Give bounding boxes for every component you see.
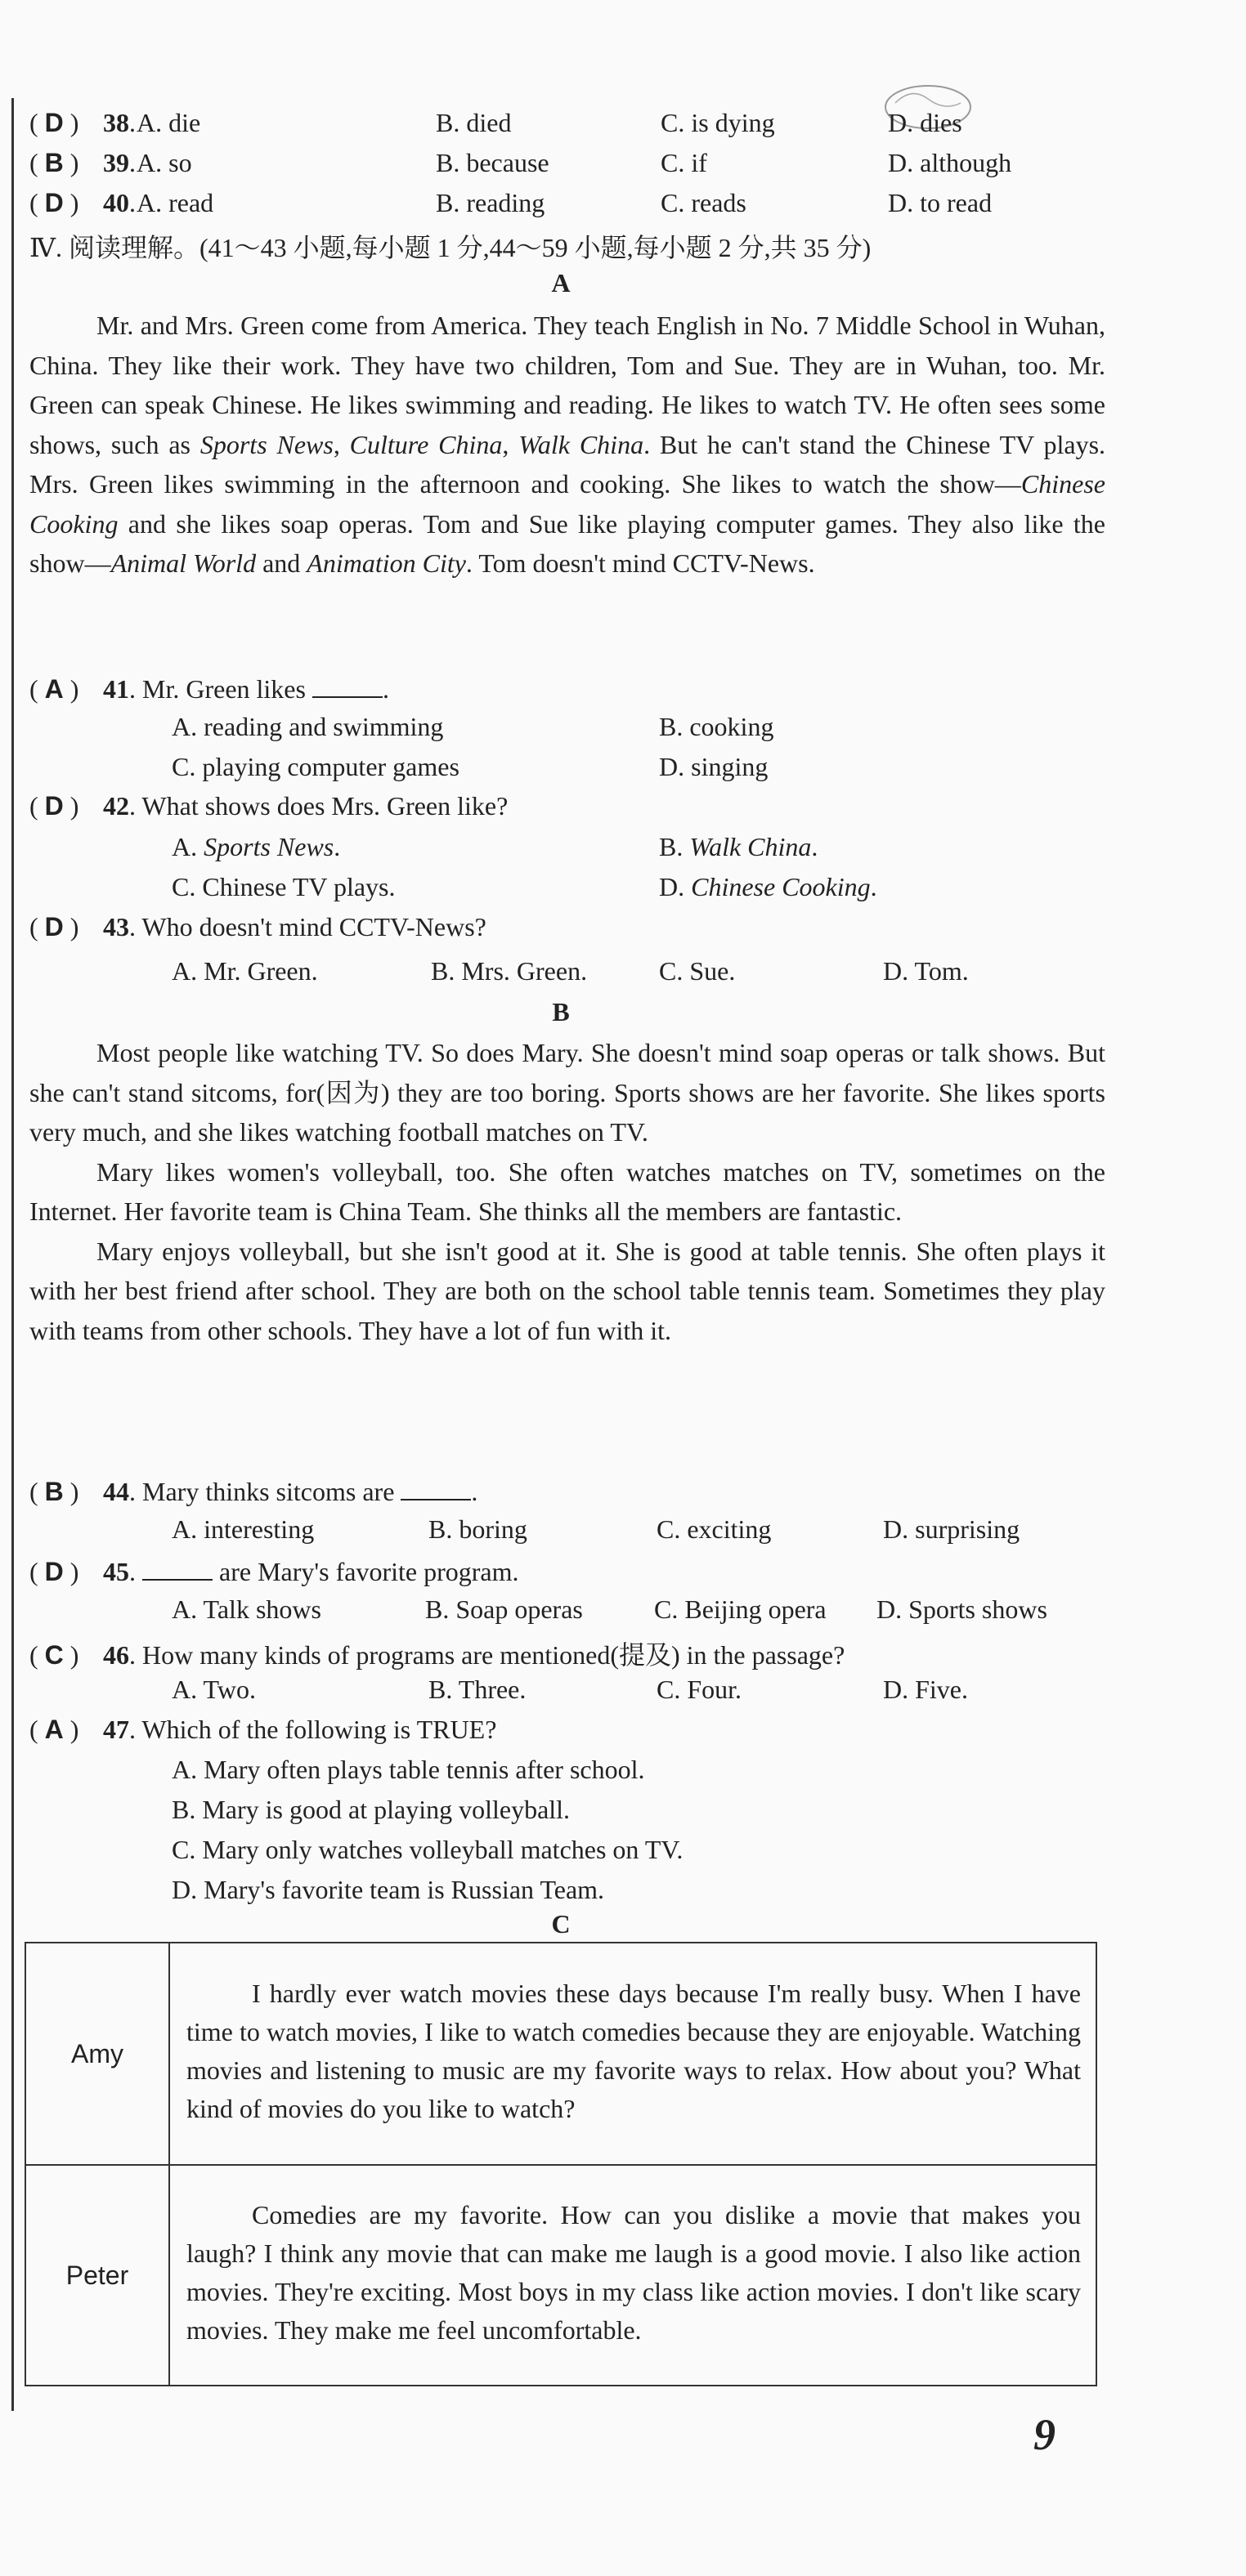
question-43: ( D ) 43. Who doesn't mind CCTV-News? [29, 912, 486, 941]
option-c: C. Sue. [659, 956, 736, 986]
speaker-name: Peter [25, 2165, 169, 2386]
question-42: ( D ) 42. What shows does Mrs. Green like? [29, 791, 509, 821]
passage-c-letter: C [551, 1909, 571, 1939]
question-39: ( B ) 39. [29, 148, 136, 177]
option-b: B. died [436, 108, 512, 137]
section-title: Ⅳ. 阅读理解。(41～43 小题,每小题 1 分,44～59 小题,每小题 2 分,共 35 分) [29, 233, 872, 262]
answer: C [44, 1640, 64, 1670]
option-b: B. Soap operas [425, 1594, 583, 1624]
answer: D [44, 791, 64, 821]
option-a: A. read [137, 188, 214, 217]
option-a: A. Mr. Green. [172, 956, 318, 986]
option-d: D. Tom. [883, 956, 969, 986]
option-b: B. Mary is good at playing volleyball. [172, 1795, 571, 1824]
answer-blank [312, 672, 383, 698]
option-b: B. Three. [428, 1675, 527, 1704]
question-47: ( A ) 47. Which of the following is TRUE? [29, 1715, 497, 1744]
question-40: ( D ) 40. [29, 188, 136, 217]
answer: B [44, 1477, 64, 1506]
option-b: B. Mrs. Green. [431, 956, 588, 986]
option-c: C. is dying [661, 108, 775, 137]
answer: D [44, 912, 64, 941]
passage-a: Mr. and Mrs. Green come from America. They teach English in No. 7 Middle School in Wuhan, China. They like their work. They have two children, Tom and Sue. They are in Wuhan, too. Mr. Green can speak Chinese. He likes swimming and reading. He likes to watch TV. He often sees some shows, such as Sports News, Culture China, Walk China. But he can't stand the Chinese TV plays. Mrs. Green likes swimming in the afternoon and cooking. She likes to watch the show—Chinese Cooking and she likes soap operas. Tom and Sue like playing computer games. They also like the show—Animal World and Animation City. Tom doesn't mind CCTV-News. [29, 311, 1106, 578]
option-d: D. although [888, 148, 1012, 177]
option-a: A. Two. [172, 1675, 256, 1704]
answer-blank [401, 1474, 471, 1500]
passage-b-letter: B [552, 997, 570, 1026]
passage-a-letter: A [551, 268, 571, 297]
question-44: ( B ) 44. Mary thinks sitcoms are . [29, 1474, 477, 1507]
answer: B [44, 148, 64, 177]
answer: A [44, 674, 64, 704]
comparison-table [25, 1942, 1097, 2386]
answer: D [44, 108, 64, 137]
option-d: D. to read [888, 188, 993, 217]
speaker-name: Amy [25, 1943, 169, 2165]
option-b: B. reading [436, 188, 545, 217]
option-b: B. Walk China. [659, 832, 818, 861]
option-c: C. if [661, 148, 707, 177]
answer-blank [142, 1554, 213, 1581]
option-d: D. Five. [883, 1675, 968, 1704]
question-45: ( D ) 45. are Mary's favorite program. [29, 1554, 519, 1587]
passage-b: Most people like watching TV. So does Mary. She doesn't mind soap operas or talk shows. But she can't stand sitcoms, for(因为) they are too boring. Sports shows are her favorite. She likes sports very much, and she likes watching football matches on TV. Mary likes women's volleyball, too. She often watches matches on TV, sometimes on the Internet. Her favorite team is China Team. She thinks all the members are fantastic. Mary enjoys volleyball, but she isn't good at it. She is good at table tennis. She often plays it with her best friend after school. They are both on the school table tennis team. Sometimes they play with teams from other schools. They have a lot of fun with it. [29, 1038, 1105, 1345]
option-b: B. because [436, 148, 549, 177]
option-d: D. surprising [883, 1514, 1020, 1544]
option-a: A. reading and swimming [172, 712, 444, 741]
option-d: D. dies [888, 108, 962, 137]
option-c: C. exciting [657, 1514, 772, 1544]
option-c: C. Mary only watches volleyball matches on TV. [172, 1835, 684, 1864]
option-a: A. Sports News. [172, 832, 341, 861]
option-a: A. Talk shows [172, 1594, 321, 1624]
option-c: C. reads [661, 188, 746, 217]
option-a: A. die [137, 108, 201, 137]
table-row [25, 2165, 1096, 2386]
option-b: B. cooking [659, 712, 774, 741]
option-c: C. Chinese TV plays. [172, 872, 396, 901]
option-c: C. Four. [657, 1675, 742, 1704]
page-number: 9 [1033, 2410, 1056, 2459]
option-d: D. Mary's favorite team is Russian Team. [172, 1875, 605, 1904]
answer: D [44, 1557, 64, 1586]
margin-rule [11, 98, 14, 2411]
option-c: C. Beijing opera [654, 1594, 827, 1624]
speaker-text: I hardly ever watch movies these days because I'm really busy. When I have time to watch movies, I like to watch comedies because they are enjoyable. Watching movies and listening to music are my favorite ways to relax. How about you? What kind of movies do you like to watch? [169, 1943, 1096, 2165]
question-38: ( D ) 38. [29, 108, 136, 137]
option-d: D. Sports shows [876, 1594, 1047, 1624]
option-d: D. Chinese Cooking. [659, 872, 877, 901]
option-c: C. playing computer games [172, 752, 459, 781]
answer: A [44, 1715, 64, 1744]
speaker-text: Comedies are my favorite. How can you dislike a movie that makes you laugh? I think any movie that can make me laugh is a good movie. I also like action movies. They're exciting. Most boys in my class like action movies. I don't like scary movies. They make me feel uncomfortable. [169, 2165, 1096, 2386]
option-d: D. singing [659, 752, 769, 781]
answer: D [44, 188, 64, 217]
option-b: B. boring [428, 1514, 527, 1544]
option-a: A. interesting [172, 1514, 315, 1544]
question-46: ( C ) 46. How many kinds of programs are mentioned(提及) in the passage? [29, 1640, 845, 1670]
table-row [25, 1943, 1096, 2165]
question-41: ( A ) 41. Mr. Green likes . [29, 672, 389, 704]
option-a: A. so [137, 148, 192, 177]
option-a: A. Mary often plays table tennis after school. [172, 1755, 645, 1784]
